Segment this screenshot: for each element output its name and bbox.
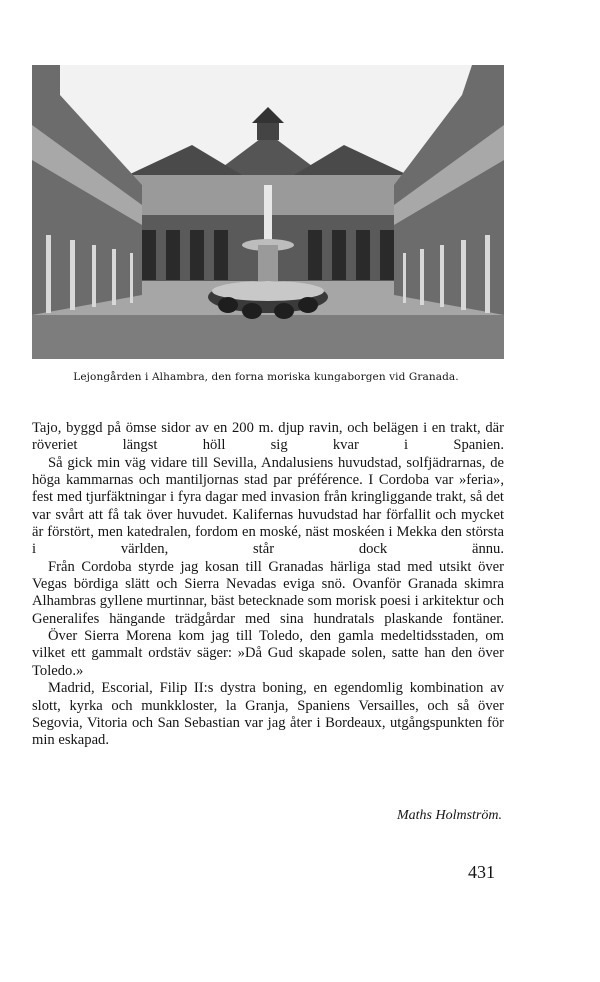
alhambra-court-of-lions-photo	[32, 65, 504, 359]
page-number: 431	[468, 862, 495, 882]
paragraph: Över Sierra Morena kom jag till Toledo, den gamla medeltidsstaden, om vilket ett gammalt ordstäv säger: »Då Gud skapade solen, satte han den över Toledo.»	[32, 628, 504, 679]
author-signature: Maths Holmström.	[396, 808, 502, 823]
paragraph: Så gick min väg vidare till Sevilla, Andalusiens huvudstad, solfjädrarnas, de höga kammarnas och mantiljornas stad par préférence. I Cordoba var »feria», fest med tjurfäktningar i fyra dagar med invasion från kringliggande trakt, så det var svårt att få tak över huvudet. Kalifernas huvudstad har förfallit och mycket är förstört, men katedralen, fordom en moské, näst moskéen i Mekka den största i världen, står dock ännu.	[32, 454, 504, 558]
paragraph: Tajo, byggd på ömse sidor av en 200 m. djup ravin, och belägen i en trakt, där röveriet längst höll sig kvar i Spanien.	[32, 420, 504, 454]
paragraph: Madrid, Escorial, Filip II:s dystra boning, en egendomlig kombination av slott, kyrka och munkkloster, la Granja, Spaniens Versailles, och så över Segovia, Vitoria och San Sebastian var jag åter i Bordeaux, utgångspunkten för min eskapad.	[32, 680, 504, 749]
article-body	[32, 420, 504, 750]
paragraph: Från Cordoba styrde jag kosan till Granadas härliga stad med utsikt över Vegas bördiga slätt och Sierra Nevadas eviga snö. Ovanför Granada skimra Alhambras gyllene murtinnar, bäst betecknade som morisk poesi i arkitektur och Generalifes hängande trädgårdar med sina hundratals plaskande fontäner.	[32, 558, 504, 627]
figure-caption: Lejongården i Alhambra, den forna moriska kungaborgen vid Granada.	[73, 371, 459, 383]
